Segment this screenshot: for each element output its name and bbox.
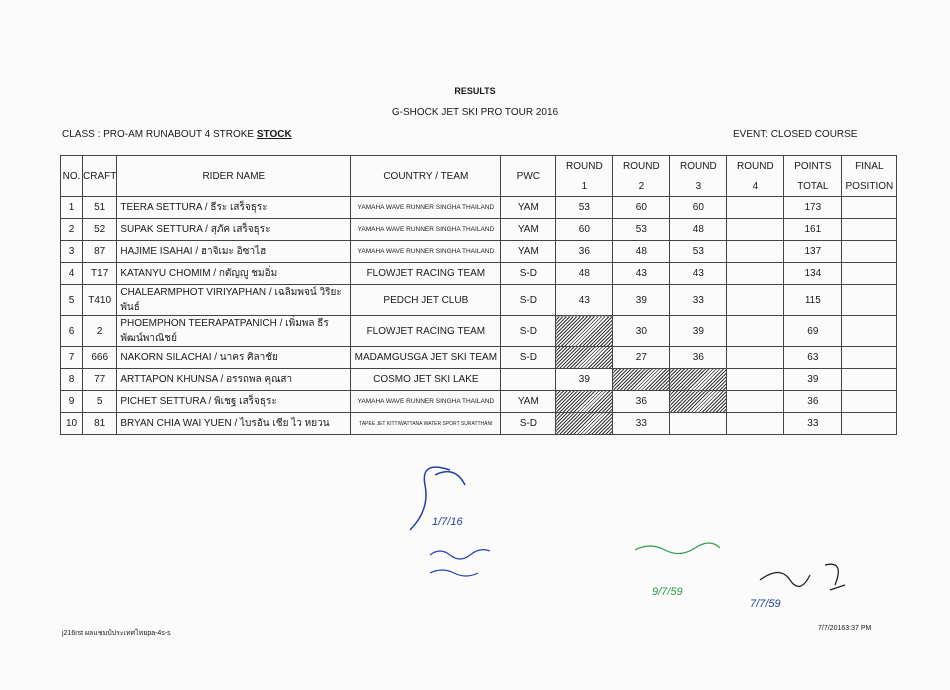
cell-r1 <box>556 413 613 435</box>
cell-r4 <box>727 263 784 285</box>
cell-no: 6 <box>61 316 83 347</box>
col-final: FINAL <box>842 156 897 177</box>
cell-rider: ARTTAPON KHUNSA / อรรถพล คุณสา <box>117 369 351 391</box>
cell-pwc: YAM <box>501 197 556 219</box>
cell-rider: HAJIME ISAHAI / ฮาจิเมะ อิซาไฮ <box>117 241 351 263</box>
cell-no: 10 <box>61 413 83 435</box>
cell-craft: 87 <box>83 241 117 263</box>
cell-rider: BRYAN CHIA WAI YUEN / ไบรอัน เชีย ไว หยวน <box>117 413 351 435</box>
cell-r3 <box>670 413 727 435</box>
cell-r2: 27 <box>613 347 670 369</box>
cell-r3: 43 <box>670 263 727 285</box>
event-subtitle: G-SHOCK JET SKI PRO TOUR 2016 <box>391 107 559 118</box>
cell-r2: 39 <box>613 285 670 316</box>
cell-r3: 60 <box>670 197 727 219</box>
round-4-number: 4 <box>727 176 784 197</box>
cell-no: 2 <box>61 219 83 241</box>
cell-team: FLOWJET RACING TEAM <box>351 263 501 285</box>
cell-pwc: S-D <box>501 347 556 369</box>
cell-r3: 39 <box>670 316 727 347</box>
cell-r1: 36 <box>556 241 613 263</box>
cell-rider: TEERA SETTURA / ธีระ เสร็จธุระ <box>117 197 351 219</box>
cell-r3: 36 <box>670 347 727 369</box>
cell-r4 <box>727 241 784 263</box>
cell-rider: PICHET SETTURA / พิเชฐ เสร็จธุระ <box>117 391 351 413</box>
class-stock: STOCK <box>256 129 292 140</box>
table-row <box>61 263 897 285</box>
cell-r2: 36 <box>613 391 670 413</box>
cell-r3: 48 <box>670 219 727 241</box>
cell-no: 5 <box>61 285 83 316</box>
cell-total: 39 <box>784 369 842 391</box>
cell-craft: T17 <box>83 263 117 285</box>
cell-total: 115 <box>784 285 842 316</box>
cell-total: 33 <box>784 413 842 435</box>
cell-final <box>842 219 897 241</box>
cell-rider: PHOEMPHON TEERAPATPANICH / เพิ่มพล ธีรพัฒน์พาณิชย์ <box>117 316 351 347</box>
cell-final <box>842 391 897 413</box>
cell-pwc: YAM <box>501 391 556 413</box>
cell-craft: T410 <box>83 285 117 316</box>
table-row <box>61 369 897 391</box>
col-points: POINTS <box>784 156 842 177</box>
cell-craft: 81 <box>83 413 117 435</box>
cell-r1 <box>556 347 613 369</box>
results-table <box>60 155 897 435</box>
cell-craft: 666 <box>83 347 117 369</box>
cell-pwc <box>501 369 556 391</box>
col-pwc: PWC <box>501 156 556 197</box>
cell-team: MADAMGUSGA JET SKI TEAM <box>351 347 501 369</box>
signature-date-3: 7/7/59 <box>750 598 781 610</box>
final-position-label: POSITION <box>842 176 897 197</box>
cell-r1: 48 <box>556 263 613 285</box>
cell-team: PEDCH JET CLUB <box>351 285 501 316</box>
cell-team: TAPEE JET KITTIWATTANA WATER SPORT SURATTHANI <box>351 413 501 435</box>
cell-r2 <box>613 369 670 391</box>
cell-r1 <box>556 316 613 347</box>
col-round2: ROUND <box>613 156 670 177</box>
cell-r1: 53 <box>556 197 613 219</box>
col-no: NO. <box>61 156 83 197</box>
footer-timestamp: 7/7/20163:37 PM <box>818 625 872 632</box>
cell-team: YAMAHA WAVE RUNNER SINGHA THAILAND <box>351 219 501 241</box>
cell-rider: SUPAK SETTURA / สุภัค เสร็จธุระ <box>117 219 351 241</box>
footer-left: j216rst ผลแชมป์ประเทศไทยpa-4s-s <box>62 630 171 637</box>
cell-final <box>842 316 897 347</box>
cell-pwc: S-D <box>501 263 556 285</box>
cell-no: 1 <box>61 197 83 219</box>
cell-r2: 30 <box>613 316 670 347</box>
cell-r2: 43 <box>613 263 670 285</box>
cell-total: 63 <box>784 347 842 369</box>
cell-r4 <box>727 219 784 241</box>
cell-no: 3 <box>61 241 83 263</box>
cell-r4 <box>727 197 784 219</box>
cell-craft: 2 <box>83 316 117 347</box>
cell-r1: 60 <box>556 219 613 241</box>
cell-total: 69 <box>784 316 842 347</box>
cell-total: 173 <box>784 197 842 219</box>
cell-craft: 52 <box>83 219 117 241</box>
cell-r1: 39 <box>556 369 613 391</box>
table-row <box>61 241 897 263</box>
cell-craft: 77 <box>83 369 117 391</box>
cell-craft: 51 <box>83 197 117 219</box>
cell-team: FLOWJET RACING TEAM <box>351 316 501 347</box>
cell-r2: 48 <box>613 241 670 263</box>
round-1-number: 1 <box>556 176 613 197</box>
col-team: COUNTRY / TEAM <box>351 156 501 197</box>
cell-rider: KATANYU CHOMIM / กตัญญู ชมอิ่ม <box>117 263 351 285</box>
col-round3: ROUND <box>670 156 727 177</box>
round-2-number: 2 <box>613 176 670 197</box>
cell-pwc: S-D <box>501 285 556 316</box>
table-row <box>61 347 897 369</box>
cell-no: 7 <box>61 347 83 369</box>
cell-rider: CHALEARMPHOT VIRIYAPHAN / เฉลิมพจน์ วิริยะพันธ์ <box>117 285 351 316</box>
cell-no: 9 <box>61 391 83 413</box>
cell-r3: 33 <box>670 285 727 316</box>
table-row <box>61 197 897 219</box>
cell-team: COSMO JET SKI LAKE <box>351 369 501 391</box>
points-total-label: TOTAL <box>784 176 842 197</box>
class-prefix: CLASS : PRO-AM RUNABOUT 4 STROKE <box>62 129 255 140</box>
cell-total: 161 <box>784 219 842 241</box>
class-label <box>62 129 292 140</box>
cell-r4 <box>727 413 784 435</box>
signature-date-1: 1/7/16 <box>432 516 463 528</box>
col-rider: RIDER NAME <box>117 156 351 197</box>
col-round1: ROUND <box>556 156 613 177</box>
cell-rider: NAKORN SILACHAI / นาคร ศิลาชัย <box>117 347 351 369</box>
cell-r1: 43 <box>556 285 613 316</box>
table-row <box>61 316 897 347</box>
col-round4: ROUND <box>727 156 784 177</box>
signature-date-2: 9/7/59 <box>652 586 683 598</box>
table-row <box>61 391 897 413</box>
cell-r4 <box>727 391 784 413</box>
cell-pwc: S-D <box>501 316 556 347</box>
cell-pwc: YAM <box>501 241 556 263</box>
cell-craft: 5 <box>83 391 117 413</box>
cell-final <box>842 285 897 316</box>
table-row <box>61 285 897 316</box>
cell-r1 <box>556 391 613 413</box>
cell-r4 <box>727 285 784 316</box>
cell-team: YAMAHA WAVE RUNNER SINGHA THAILAND <box>351 391 501 413</box>
cell-total: 36 <box>784 391 842 413</box>
cell-r3: 53 <box>670 241 727 263</box>
cell-pwc: YAM <box>501 219 556 241</box>
cell-r2: 60 <box>613 197 670 219</box>
cell-team: YAMAHA WAVE RUNNER SINGHA THAILAND <box>351 197 501 219</box>
table-row <box>61 413 897 435</box>
page-title: RESULTS <box>454 86 496 96</box>
cell-total: 137 <box>784 241 842 263</box>
cell-r3 <box>670 369 727 391</box>
signatures <box>380 455 920 615</box>
event-label: EVENT: CLOSED COURSE <box>733 129 858 140</box>
cell-final <box>842 369 897 391</box>
cell-r3 <box>670 391 727 413</box>
cell-r4 <box>727 347 784 369</box>
cell-final <box>842 413 897 435</box>
cell-no: 8 <box>61 369 83 391</box>
cell-r4 <box>727 316 784 347</box>
cell-no: 4 <box>61 263 83 285</box>
round-3-number: 3 <box>670 176 727 197</box>
cell-team: YAMAHA WAVE RUNNER SINGHA THAILAND <box>351 241 501 263</box>
cell-total: 134 <box>784 263 842 285</box>
cell-r4 <box>727 369 784 391</box>
cell-pwc: S-D <box>501 413 556 435</box>
cell-final <box>842 241 897 263</box>
cell-r2: 33 <box>613 413 670 435</box>
cell-final <box>842 347 897 369</box>
cell-final <box>842 197 897 219</box>
cell-r2: 53 <box>613 219 670 241</box>
col-craft: CRAFT <box>83 156 117 197</box>
table-row <box>61 219 897 241</box>
cell-final <box>842 263 897 285</box>
